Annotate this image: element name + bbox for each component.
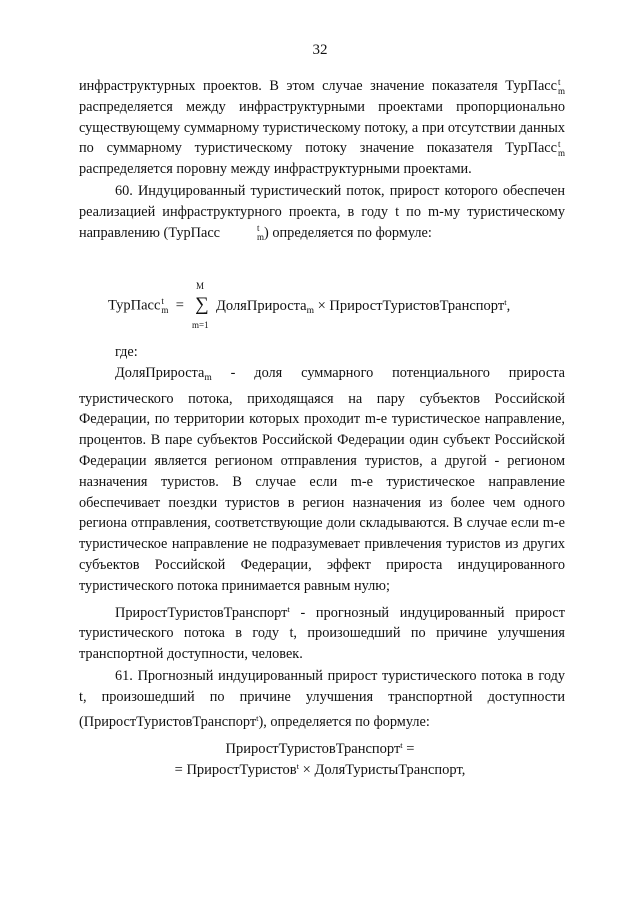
sum-upper-limit: M [196,281,205,291]
sum-symbol: ∑ [195,294,209,315]
paragraph-text: 60. Индуцированный туристический поток, прирост которого обеспечен реализацией инфраструктурного проекта, в году t по m-му туристическому направлению ( [79,183,565,241]
sum-lower-limit: m=1 [192,320,209,330]
page-number: 32 [312,42,328,58]
formula-2-line-1: ПриростТуристовТранспорт$^t$ = [225,740,415,757]
paragraph-text: инфраструктурных проектов. В этом случае значение показателя [79,78,498,94]
inline-variable: ТурПасс t m [505,139,565,159]
inline-variable: ТурПасс t m [168,223,265,243]
formula-1 [108,281,568,330]
formula-lhs: ТурПасс t m = [108,296,184,315]
inline-variable: ТурПасс t m [505,76,565,96]
definition-growth: ПриростТуристовТранспорт$^t$ - прогнозный индуцированный прирост туристического потока в году t, произошедший по причине улучшения транспортной доступности, человек. [79,603,565,663]
paragraph-continuation [79,76,565,180]
formula-rhs: ДоляПрироста$_m$ × ПриростТуристовТранспорт$^t$, [216,297,511,316]
formula-2-line-2: = ПриростТуристов$^t$ × ДоляТуристыТранспорт, [174,761,466,778]
definitions [79,342,565,732]
paragraph-text: распределяется поровну между инфраструктурными проектами. [79,161,472,178]
paragraph-60 [79,181,565,243]
paragraph-text: распределяется между инфраструктурными проектами пропорционально существующему суммарному туристическому потоку, а при отсутствии данных по суммарному туристическому потоку значение показателя [79,98,565,157]
paragraph-text: ) определяется по формуле: [264,224,432,241]
where-label: где: [115,344,138,360]
paragraph-61: 61. Прогнозный индуцированный прирост туристического потока в году t, произошедший по причине улучшения транспортной доступности (ПриростТуристовТранспорт$^t$), определяется по формуле: [79,667,565,730]
definition-share: ДоляПрироста$_m$ - доля суммарного потенциального прироста туристического потока, приходящаяся на пару субъектов Российской Федерации, по территории которых проходит m-е туристическое направление, процентов. В паре субъектов Российской Федерации один субъект Российской Федерации является регионом отправления туристов, а другой - регионом назначения туристов. В случае если m-е туристическое направление обеспечивает поездки туристов в регион назначения из более чем одного региона отправления, соответствующие доли складываются. В случае если m-е туристическое направление не подразумевает привлечения туристов из других субъектов Российской Федерации, эффект прироста индуцированного туристического потока принимается равным нулю; [79,364,566,594]
